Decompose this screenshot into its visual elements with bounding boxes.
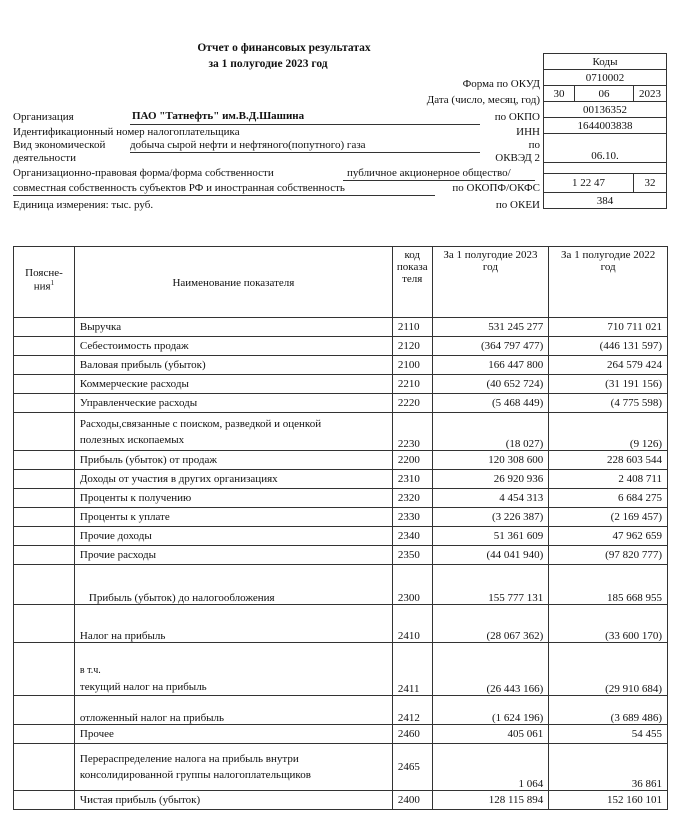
row-value-2022: 54 455: [549, 725, 668, 744]
inn-code: 1644003838: [544, 118, 667, 134]
row-value-2023: 128 115 894: [432, 791, 549, 810]
row-code: 2220: [392, 394, 432, 413]
date-year: 2023: [634, 86, 667, 102]
table-row: [14, 696, 668, 725]
okved-label-po: по: [528, 139, 540, 151]
table-row: [14, 565, 668, 605]
row-name-multiline: [74, 744, 392, 791]
col-2023-header: За 1 полугодие 2023 год: [432, 247, 549, 318]
table-header-row: [14, 247, 668, 318]
row-code: 2350: [392, 546, 432, 565]
table-row: [14, 337, 668, 356]
okud-label: Форма по ОКУД: [462, 78, 540, 90]
row-value-2023: (18 027): [432, 413, 549, 451]
row-value-2022: 2 408 711: [549, 470, 668, 489]
okud-code: 0710002: [544, 70, 667, 86]
row-value-2022: (29 910 684): [549, 643, 668, 696]
legal-form-label: Организационно-правовая форма/форма собственности: [13, 167, 274, 179]
row-value-2023: 405 061: [432, 725, 549, 744]
okpo-label: по ОКПО: [494, 111, 540, 123]
row-name: Управленческие расходы: [74, 394, 392, 413]
table-row: [14, 508, 668, 527]
row-name: Проценты к получению: [74, 489, 392, 508]
inn-label-left: Идентификационный номер налогоплательщика: [13, 126, 240, 138]
row-value-2023: 166 447 800: [432, 356, 549, 375]
row-value-2022: 710 711 021: [549, 318, 668, 337]
row-value-2022: 185 668 955: [549, 565, 668, 605]
table-row: [14, 546, 668, 565]
row-value-2023: 1 064: [432, 744, 549, 791]
row-value-2022: 228 603 544: [549, 451, 668, 470]
row-value-2022: (33 600 170): [549, 605, 668, 643]
row-name: Налог на прибыль: [74, 605, 392, 643]
legal-underline-1: [343, 180, 535, 181]
row-name-cont: текущий налог на прибыль: [79, 681, 207, 693]
row-name-multiline: [74, 413, 392, 451]
row-name: Проценты к уплате: [74, 508, 392, 527]
table-row: [14, 643, 668, 696]
activity-label-2: деятельности: [13, 152, 76, 164]
date-month: 06: [575, 86, 634, 102]
row-name: Валовая прибыль (убыток): [74, 356, 392, 375]
row-code: 2300: [392, 565, 432, 605]
table-row: [14, 451, 668, 470]
row-code: 2410: [392, 605, 432, 643]
row-value-2022: (446 131 597): [549, 337, 668, 356]
row-value-2023: (1 624 196): [432, 696, 549, 725]
col-notes-header: [14, 247, 75, 318]
row-value-2023: (3 226 387): [432, 508, 549, 527]
row-code: 2330: [392, 508, 432, 527]
okfs-code: 32: [634, 174, 667, 193]
row-value-2022: (9 126): [549, 413, 668, 451]
row-value-2023: 155 777 131: [432, 565, 549, 605]
col-code-header: код показа теля: [392, 247, 432, 318]
row-code: 2460: [392, 725, 432, 744]
row-value-2022: 6 684 275: [549, 489, 668, 508]
row-code: 2340: [392, 527, 432, 546]
table-row: [14, 744, 668, 791]
row-name: в т.ч.: [79, 665, 101, 676]
row-name: Прибыль (убыток) до налогообложения: [74, 565, 392, 605]
row-value-2022: (97 820 777): [549, 546, 668, 565]
table-row: [14, 527, 668, 546]
row-code: 2230: [392, 413, 432, 451]
row-name: Прочие доходы: [74, 527, 392, 546]
activity-label: Вид экономической: [13, 139, 106, 151]
row-value-2023: (40 652 724): [432, 375, 549, 394]
table-row: [14, 394, 668, 413]
org-underline: [130, 124, 480, 125]
col-2022-header: За 1 полугодие 2022 год: [549, 247, 668, 318]
row-name: Чистая прибыль (убыток): [74, 791, 392, 810]
row-name: Прочее: [74, 725, 392, 744]
okpo-code: 00136352: [544, 102, 667, 118]
row-value-2023: 4 454 313: [432, 489, 549, 508]
okei-code: 384: [544, 193, 667, 209]
row-name-multiline: [74, 643, 392, 696]
row-value-2023: 531 245 277: [432, 318, 549, 337]
activity-underline: [130, 152, 480, 153]
row-value-2023: (364 797 477): [432, 337, 549, 356]
row-value-2023: 120 308 600: [432, 451, 549, 470]
ownership-value: совместная собственность субъектов РФ и иностранная собственность: [13, 182, 345, 194]
inn-label: ИНН: [516, 126, 540, 138]
legal-underline-2: [13, 195, 435, 196]
codes-block: [543, 53, 667, 209]
table-row: [14, 470, 668, 489]
row-name-cont: консолидированной группы налогоплательщиков: [79, 769, 311, 781]
okei-label: по ОКЕИ: [495, 199, 540, 211]
row-name: Прибыль (убыток) от продаж: [74, 451, 392, 470]
col-notes-footnote: 1: [50, 279, 55, 287]
row-name: Коммерческие расходы: [74, 375, 392, 394]
row-code: 2110: [392, 318, 432, 337]
row-code: 2320: [392, 489, 432, 508]
row-code: 2411: [392, 643, 432, 696]
okved-code: 06.10.: [544, 134, 667, 163]
row-value-2023: 51 361 609: [432, 527, 549, 546]
row-code: 2400: [392, 791, 432, 810]
row-code: 2310: [392, 470, 432, 489]
col-notes-label: Поясне-ния: [25, 267, 63, 293]
report-title: Отчет о финансовых результатах: [197, 42, 371, 54]
row-code: 2210: [392, 375, 432, 394]
row-name: отложенный налог на прибыль: [74, 696, 392, 725]
row-value-2022: (31 191 156): [549, 375, 668, 394]
codes-header: Коды: [544, 54, 667, 70]
row-code: 2100: [392, 356, 432, 375]
row-value-2023: (28 067 362): [432, 605, 549, 643]
date-label: Дата (число, месяц, год): [426, 94, 540, 106]
table-row: [14, 605, 668, 643]
org-label: Организация: [13, 111, 74, 123]
table-row: [14, 489, 668, 508]
row-name: Себестоимость продаж: [74, 337, 392, 356]
row-value-2022: 47 962 659: [549, 527, 668, 546]
row-value-2022: 36 861: [549, 744, 668, 791]
okopf-label: по ОКОПФ/ОКФС: [452, 182, 540, 194]
row-name: Выручка: [74, 318, 392, 337]
table-row: [14, 413, 668, 451]
row-value-2023: 26 920 936: [432, 470, 549, 489]
row-name: Доходы от участия в других организациях: [74, 470, 392, 489]
legal-form-value: публичное акционерное общество/: [347, 167, 511, 179]
row-name: Перераспределение налога на прибыль внутри: [79, 753, 299, 765]
row-value-2022: (3 689 486): [549, 696, 668, 725]
okved-label: ОКВЭД 2: [495, 152, 540, 164]
row-name: Расходы,связанные с поиском, разведкой и оценкой: [79, 417, 322, 430]
date-day: 30: [544, 86, 575, 102]
financial-results-table: [13, 246, 668, 810]
row-name-cont: полезных ископаемых: [79, 433, 185, 446]
row-value-2023: (5 468 449): [432, 394, 549, 413]
table-row: [14, 318, 668, 337]
row-value-2023: (26 443 166): [432, 643, 549, 696]
table-row: [14, 356, 668, 375]
row-value-2023: (44 041 940): [432, 546, 549, 565]
col-name-header: Наименование показателя: [74, 247, 392, 318]
row-value-2022: (2 169 457): [549, 508, 668, 527]
row-code: 2412: [392, 696, 432, 725]
row-value-2022: 264 579 424: [549, 356, 668, 375]
org-name: ПАО "Татнефть" им.В.Д.Шашина: [132, 110, 305, 122]
row-name: Прочие расходы: [74, 546, 392, 565]
table-row: [14, 791, 668, 810]
table-row: [14, 725, 668, 744]
codes-blank: [544, 163, 667, 174]
report-period: за 1 полугодие 2023 год: [208, 58, 328, 70]
row-value-2022: (4 775 598): [549, 394, 668, 413]
table-row: [14, 375, 668, 394]
unit-label: Единица измерения: тыс. руб.: [13, 199, 154, 211]
row-code: 2200: [392, 451, 432, 470]
okopf-code: 1 22 47: [544, 174, 634, 193]
row-code: 2465: [392, 744, 432, 791]
row-value-2022: 152 160 101: [549, 791, 668, 810]
row-code: 2120: [392, 337, 432, 356]
activity-value: добыча сырой нефти и нефтяного(попутного) газа: [130, 139, 366, 151]
